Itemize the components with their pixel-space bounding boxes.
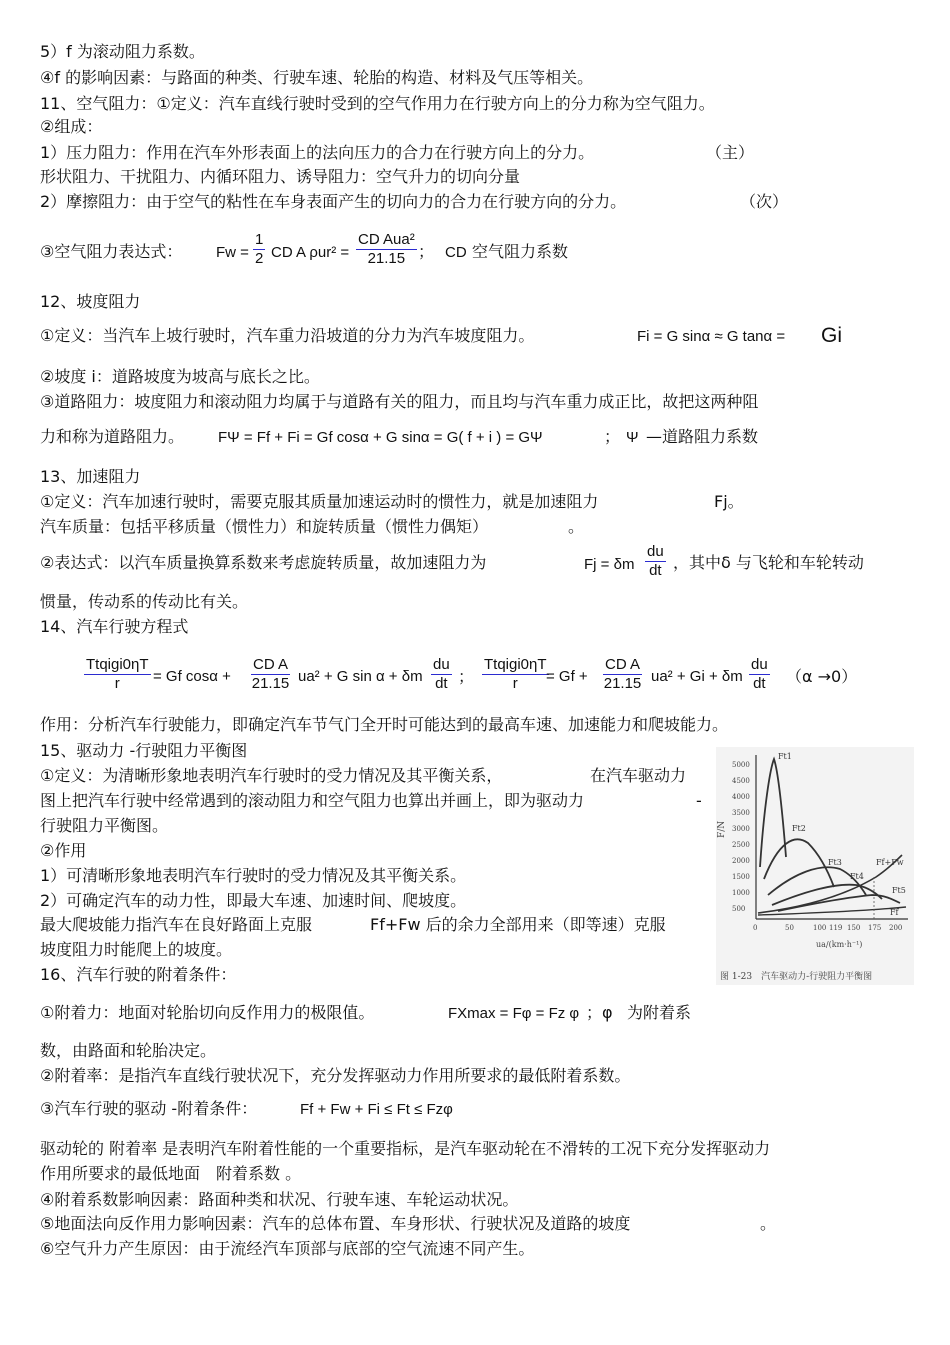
y-tick-label: 5000 (732, 761, 750, 769)
y-tick-label: 1000 (732, 889, 750, 897)
text-line: 最大爬坡能力指汽车在良好路面上克服 (40, 915, 313, 934)
formula-part: ua² + G sin α + δm (298, 668, 423, 685)
formula-separator: ； (458, 667, 475, 686)
text-line: 在汽车驱动力 (590, 766, 687, 785)
y-tick-label: 3000 (732, 825, 750, 833)
section-heading-adhesion: 16、汽车行驶的附着条件： (40, 965, 237, 984)
figure-caption: 图 1-23 汽车驱动力-行驶阻力平衡图 (720, 972, 873, 982)
y-tick-label: 1500 (732, 873, 750, 881)
x-tick-label: 50 (785, 924, 794, 932)
y-tick-labels (732, 761, 750, 913)
text-line: ①附着力：地面对轮胎切向反作用力的极限值。 (40, 1003, 375, 1022)
text-line: （次） (740, 192, 789, 211)
y-tick-label: 4500 (732, 777, 750, 785)
text-line: 形状阻力、干扰阻力、内循环阻力、诱导阻力：空气升力的切向分量 (40, 167, 521, 186)
formula-drive-adhesion: Ff + Fw + Fi ≤ Ft ≤ Fzφ (300, 1101, 453, 1118)
y-tick-label: 2500 (732, 841, 750, 849)
text-line: 作用所要求的最低地面 附着系数 。 (40, 1164, 302, 1183)
fraction-denominator: r (114, 675, 120, 692)
text-line: Ff+Fw 后的余力全部用来（即等速）克服 (370, 915, 666, 934)
text-line: 空气阻力系数 (472, 242, 569, 261)
text-line: 行驶阻力平衡图。 (40, 816, 169, 835)
x-tick-label: 150 (847, 924, 861, 932)
text-line: 为附着系 (627, 1003, 692, 1022)
formula-fraction-driving-force (84, 656, 151, 693)
formula-fraction-dudt (749, 656, 770, 693)
fraction-numerator: du (433, 656, 450, 673)
fraction-denominator: dt (753, 675, 766, 692)
fraction-numerator: Ttqigi0ηT (86, 656, 149, 673)
text-line: ①定义：汽车加速行驶时，需要克服其质量加速运动时的惯性力，就是加速阻力 (40, 492, 599, 511)
x-tick-label: 100 (813, 924, 827, 932)
text-line: ②坡度 i：道路坡度为坡高与底长之比。 (40, 367, 320, 386)
section-heading-air-resistance: 11、空气阻力：①定义：汽车直线行驶时受到的空气作用力在行驶方向上的分力称为空气阻力。 (40, 94, 715, 113)
text-line: 驱动轮的 附着率 是表明汽车附着性能的一个重要指标，是汽车驱动轮在不滑转的工况下充分发挥驱动力 (40, 1139, 771, 1158)
fraction-numerator: Ttqigi0ηT (484, 656, 547, 673)
text-line: 作用：分析汽车行驶能力，即确定汽车节气门全开时可能达到的最高车速、加速能力和爬坡能力。 (40, 715, 729, 734)
y-tick-label: 4000 (732, 793, 750, 801)
text-line: ③空气阻力表达式： (40, 242, 183, 261)
y-tick-label: 3500 (732, 809, 750, 817)
section-heading-acceleration-resistance: 13、加速阻力 (40, 467, 141, 486)
fraction-numerator: CD A (253, 656, 289, 673)
formula-fw-lhs: Fw = (216, 244, 249, 261)
formula-fraction-half (253, 231, 265, 268)
fraction-numerator: CD A (605, 656, 641, 673)
x-axis-label: ua/(km·h⁻¹) (816, 940, 863, 949)
traction-balance-figure (716, 747, 914, 985)
text-line: ②附着率：是指汽车直线行驶状况下，充分发挥驱动力作用所要求的最低附着系数。 (40, 1066, 631, 1085)
y-axis-label: F/N (717, 820, 727, 838)
formula-fraction-driving-force (482, 656, 549, 693)
formula-gi: Gi (821, 324, 842, 347)
formula-fraction-dudt (431, 656, 452, 693)
text-line: - (696, 791, 702, 810)
text-line: ①定义：当汽车上坡行驶时，汽车重力沿坡道的分力为汽车坡度阻力。 (40, 326, 535, 345)
curve-label: Ft2 (792, 824, 806, 833)
text-line: 2）可确定汽车的动力性，即最大车速、加速时间、爬坡度。 (40, 891, 467, 910)
text-line: ； (418, 242, 435, 261)
text-line: 1）可清晰形象地表明汽车行驶时的受力情况及其平衡关系。 (40, 866, 467, 885)
fraction-numerator: du (647, 543, 664, 560)
formula-fi: Fi = G sinα ≈ G tanα = (637, 328, 786, 345)
text-line: 数，由路面和轮胎决定。 (40, 1041, 217, 1060)
fraction-numerator: 1 (255, 231, 264, 248)
curve-ft1 (760, 759, 786, 867)
y-tick-label: 500 (732, 905, 746, 913)
fraction-denominator: r (512, 675, 518, 692)
text-line: ②组成： (40, 117, 103, 136)
text-line: 5）f 为滚动阻力系数。 (40, 42, 205, 61)
section-heading-grade-resistance: 12、坡度阻力 (40, 292, 141, 311)
fraction-denominator: dt (649, 562, 662, 579)
formula-fraction-air (251, 656, 290, 693)
text-line: ④f 的影响因素：与路面的种类、行驶车速、轮胎的构造、材料及气压等相关。 (40, 68, 594, 87)
text-line: —道路阻力系数 (646, 427, 759, 446)
curve-label: Ft4 (850, 872, 864, 881)
text-line: Fj。 (714, 492, 744, 511)
formula-fj: Fj = δm (584, 556, 635, 573)
formula-part: = Gf + (546, 668, 588, 685)
formula-psi: Ψ (626, 429, 639, 446)
text-line: ①定义：为清晰形象地表明汽车行驶时的受力情况及其平衡关系， (40, 766, 503, 785)
text-line: ②作用 (40, 841, 87, 860)
fraction-denominator: 21.15 (251, 675, 290, 692)
formula-part: ua² + Gi + δm (651, 668, 743, 685)
fraction-numerator: du (751, 656, 768, 673)
text-line: ⑥空气升力产生原因：由于流经汽车顶部与底部的空气流速不同产生。 (40, 1239, 535, 1258)
formula-separator: ； (604, 427, 621, 446)
fraction-denominator: 21.15 (367, 250, 406, 267)
curve-label: Ft5 (892, 886, 906, 895)
text-line: ④附着系数影响因素：路面种类和状况、行驶车速、车轮运动状况。 (40, 1190, 519, 1209)
section-heading-balance-chart: 15、驱动力 -行驶阻力平衡图 (40, 741, 248, 760)
curve-label: Ff (890, 908, 899, 917)
curve-label: Ft1 (778, 752, 792, 761)
fraction-denominator: dt (435, 675, 448, 692)
text-line: 1）压力阻力：作用在汽车外形表面上的法向压力的合力在行驶方向上的分力。 (40, 143, 595, 162)
text-line: 力和称为道路阻力。 (40, 427, 185, 446)
formula-cd: CD (445, 244, 467, 261)
fraction-denominator: 21.15 (603, 675, 642, 692)
curve-ft2 (764, 839, 834, 887)
curve-label: Ft3 (828, 858, 842, 867)
text-line: 。 (760, 1214, 777, 1233)
curve-label: Ff+Fw (876, 858, 904, 867)
text-line: 汽车质量：包括平移质量（惯性力）和旋转质量（惯性力偶矩） (40, 517, 489, 536)
text-line: 2）摩擦阻力：由于空气的粘性在车身表面产生的切向力的合力在行驶方向的分力。 (40, 192, 627, 211)
formula-fraction-dudt (645, 543, 666, 580)
text-line: ，其中δ 与飞轮和车轮转动 (673, 553, 864, 572)
formula-condition: （α →0） (786, 667, 858, 686)
section-heading-driving-equation: 14、汽车行驶方程式 (40, 617, 189, 636)
formula-fraction-fw (356, 231, 417, 268)
formula-part: = Gf cosα + (153, 668, 231, 685)
formula-fraction-air (603, 656, 642, 693)
text-line: 。 (568, 517, 585, 536)
text-line: （主） (706, 143, 755, 162)
fraction-numerator: CD Aua² (358, 231, 415, 248)
x-tick-label: 200 (889, 924, 903, 932)
text-line: ⑤地面法向反作用力影响因素：汽车的总体布置、车身形状、行驶状况及道路的坡度 (40, 1214, 631, 1233)
x-tick-label: 0 (753, 924, 758, 932)
text-line: 坡度阻力时能爬上的坡度。 (40, 940, 233, 959)
traction-balance-chart (716, 747, 914, 985)
x-tick-label: 175 (868, 924, 882, 932)
text-line: 惯量，传动系的传动比有关。 (40, 592, 249, 611)
text-line: 图上把汽车行驶中经常遇到的滚动阻力和空气阻力也算出并画上，即为驱动力 (40, 791, 585, 810)
formula-road-resistance: FΨ = Ff + Fi = Gf cosα + G sinα = G( f + i ) = GΨ (218, 429, 543, 446)
y-tick-label: 2000 (732, 857, 750, 865)
formula-adhesion-force: FXmax = Fφ = Fz φ (448, 1005, 580, 1022)
text-line: ③道路阻力：坡度阻力和滚动阻力均属于与道路有关的阻力，而且均与汽车重力成正比，故把这两种阻 (40, 392, 759, 411)
formula-fw-mid: CD A ρur² = (271, 244, 350, 261)
fraction-denominator: 2 (255, 250, 264, 267)
x-tick-label: 119 (829, 924, 843, 932)
text-line: ③汽车行驶的驱动 -附着条件： (40, 1099, 258, 1118)
formula-phi: ；φ (586, 1003, 613, 1022)
x-tick-labels (753, 924, 902, 932)
text-line: ②表达式：以汽车质量换算系数来考虑旋转质量，故加速阻力为 (40, 553, 487, 572)
